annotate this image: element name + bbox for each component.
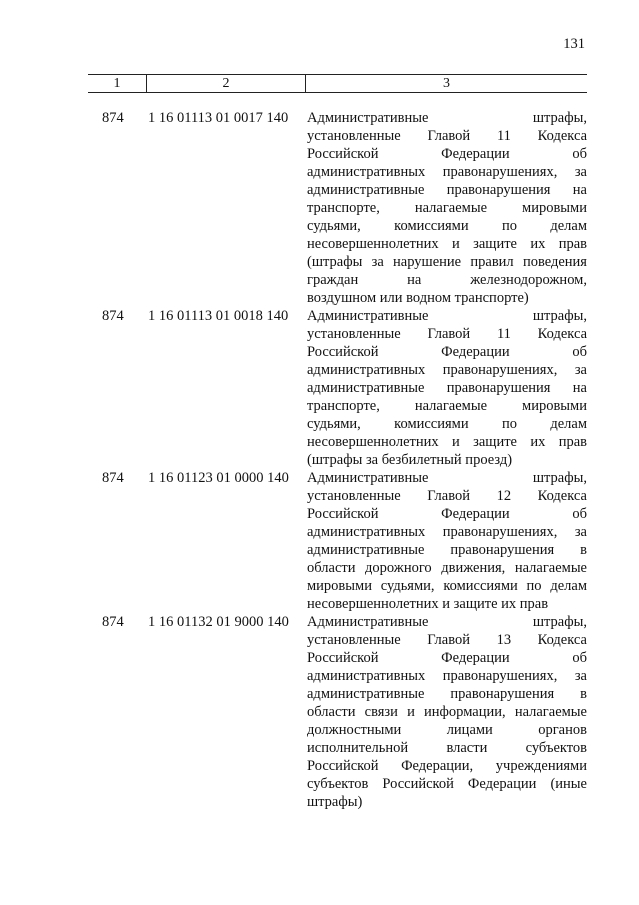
description-line: Административные штрафы, <box>307 614 587 630</box>
description-line: административных правонарушениях, за <box>307 164 587 180</box>
description-line: области дорожного движения, налагаемые <box>307 560 587 576</box>
description-cell <box>304 469 587 613</box>
description-line: Российской Федерации об <box>307 146 587 162</box>
description-line: транспорте, налагаемые мировыми <box>307 398 587 414</box>
table-row <box>88 109 587 307</box>
budget-classification-code-cell: 1 16 01132 01 9000 140 <box>148 614 289 630</box>
description-cell <box>304 613 587 811</box>
description-line: Административные штрафы, <box>307 110 587 126</box>
admin-code-cell: 874 <box>102 470 124 486</box>
table-body <box>88 109 587 811</box>
description-cell <box>304 307 587 469</box>
description-line: граждан на железнодорожном, <box>307 272 587 288</box>
table-header <box>88 74 587 93</box>
description-line: несовершеннолетних и защите их прав <box>307 236 587 252</box>
description-line: административные правонарушения в <box>307 542 587 558</box>
description-line: установленные Главой 12 Кодекса <box>307 488 587 504</box>
description-line: несовершеннолетних и защите их прав <box>307 596 549 612</box>
header-col-2: 2 <box>147 75 306 92</box>
description-line: мировыми судьями, комиссиями по делам <box>307 578 587 594</box>
description-line: транспорте, налагаемые мировыми <box>307 200 587 216</box>
table-row <box>88 469 587 613</box>
description-line: области связи и информации, налагаемые <box>307 704 587 720</box>
description-line: штрафы) <box>307 794 363 810</box>
budget-classification-code-cell: 1 16 01123 01 0000 140 <box>148 470 289 486</box>
budget-classification-code-cell: 1 16 01113 01 0018 140 <box>148 308 289 324</box>
description-line: административные правонарушения на <box>307 182 587 198</box>
description-line: судьями, комиссиями по делам <box>307 416 587 432</box>
description-line: судьями, комиссиями по делам <box>307 218 587 234</box>
description-line: установленные Главой 13 Кодекса <box>307 632 587 648</box>
description-line: установленные Главой 11 Кодекса <box>307 128 587 144</box>
description-line: субъектов Российской Федерации (иные <box>307 776 587 792</box>
description-line: Административные штрафы, <box>307 470 587 486</box>
description-line: административные правонарушения в <box>307 686 587 702</box>
description-line: (штрафы за безбилетный проезд) <box>307 452 513 468</box>
description-line: административные правонарушения на <box>307 380 587 396</box>
description-line: административных правонарушениях, за <box>307 668 587 684</box>
description-line: административных правонарушениях, за <box>307 524 587 540</box>
header-col-1: 1 <box>88 75 147 92</box>
description-line: Административные штрафы, <box>307 308 587 324</box>
description-line: должностными лицами органов <box>307 722 587 738</box>
description-line: Российской Федерации об <box>307 650 587 666</box>
page-number: 131 <box>563 36 585 52</box>
admin-code-cell: 874 <box>102 614 124 630</box>
description-line: установленные Главой 11 Кодекса <box>307 326 587 342</box>
description-line: (штрафы за нарушение правил поведения <box>307 254 587 270</box>
table-row <box>88 613 587 811</box>
description-line: воздушном или водном транспорте) <box>307 290 529 306</box>
admin-code-cell: 874 <box>102 110 124 126</box>
table-row <box>88 307 587 469</box>
admin-code-cell: 874 <box>102 308 124 324</box>
description-line: Российской Федерации об <box>307 506 587 522</box>
description-line: несовершеннолетних и защите их прав <box>307 434 587 450</box>
description-line: Российской Федерации, учреждениями <box>307 758 587 774</box>
budget-code-table <box>88 74 587 811</box>
budget-classification-code-cell: 1 16 01113 01 0017 140 <box>148 110 289 126</box>
header-col-3: 3 <box>443 76 450 91</box>
description-line: исполнительной власти субъектов <box>307 740 587 756</box>
description-line: административных правонарушениях, за <box>307 362 587 378</box>
description-line: Российской Федерации об <box>307 344 587 360</box>
description-cell <box>304 109 587 307</box>
